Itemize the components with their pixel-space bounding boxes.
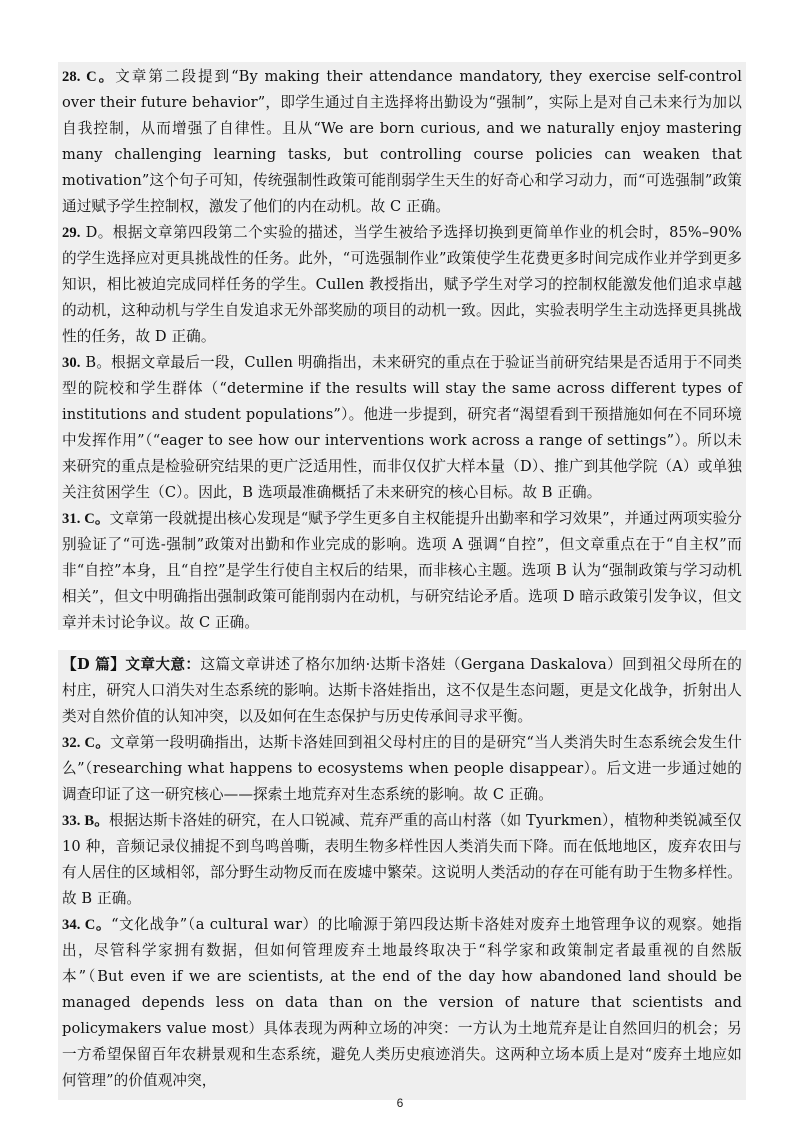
page-number: 6 bbox=[396, 1096, 404, 1110]
answer-text: 文章第一段明确指出，达斯卡洛娃回到祖父母村庄的目的是研究“当人类消失时生态系统会发生什么”（researching what happens to ecosystems when people disappear）。后文进一步通过她的调查印证了这一研究核心——探索土地荒弃对生态系统的影响。故 C 正确。 bbox=[62, 734, 743, 803]
answer-33 bbox=[62, 808, 742, 912]
answer-31 bbox=[62, 506, 742, 636]
section-d-tag: 【D 篇】文章大意： bbox=[62, 656, 201, 673]
answer-text: D。根据文章第四段第二个实验的描述，当学生被给予选择切换到更简单作业的机会时，85%–90%的学生选择应对更具挑战性的任务。此外，“可选强制作业”政策使学生花费更多时间完成作业并学到更多知识，相比被迫完成同样任务的学生。Cullen 教授指出，赋予学生对学习的控制权能激发他们追求卓越的动机，这种动机与学生自发追求无外部奖励的项目的动机一致。因此，实验表明学生主动选择更具挑战性的任务，故 D 正确。 bbox=[62, 224, 742, 345]
answer-number: 28. C。 bbox=[62, 69, 116, 85]
answer-34 bbox=[62, 912, 742, 1094]
answer-text: 文章第二段提到“By making their attendance mandatory, they exercise self-control over their future behavior”，即学生通过自主选择将出勤设为“强制”，实际上是对自己未来行为加以自我控制，从而增强了自律性。且从“We are born curious, and we naturally enjoy mastering many challenging learning tasks, but controlling course policies can weaken that motivation”这个句子可知，传统强制性政策可能削弱学生天生的好奇心和学习动力，而“可选强制”政策通过赋予学生控制权，激发了他们的内在动机。故 C 正确。 bbox=[62, 68, 742, 215]
section-c-answers bbox=[62, 64, 742, 636]
answer-text: 根据达斯卡洛娃的研究，在人口锐减、荒弃严重的高山村落（如 Tyurkmen），植物种类锐减至仅 10 种，音频记录仪捕捉不到鸟鸣兽嘶，表明生物多样性因人类消失而下降。而在低地地区，废弃农田与有人居住的区域相邻，部分野生动物反而在废墟中繁荣。这说明人类活动的存在可能有助于生物多样性。故 B 正确。 bbox=[62, 812, 742, 907]
section-d-summary bbox=[62, 652, 742, 730]
answer-number: 34. C。 bbox=[62, 917, 112, 933]
answer-29 bbox=[62, 220, 742, 350]
answer-number: 31. C。 bbox=[62, 511, 110, 527]
answer-30 bbox=[62, 350, 742, 506]
answer-number: 33. B。 bbox=[62, 813, 109, 829]
section-d-answers bbox=[62, 652, 742, 1094]
answer-32 bbox=[62, 730, 742, 808]
answer-28 bbox=[62, 64, 742, 220]
answer-number: 29. bbox=[62, 225, 81, 241]
answer-text: 文章第一段就提出核心发现是“赋予学生更多自主权能提升出勤率和学习效果”，并通过两项实验分别验证了“可选-强制”政策对出勤和作业完成的影响。选项 A 强调“自控”，但文章重点在于“自主权”而非“自控”本身，且“自控”是学生行使自主权后的结果，而非核心主题。选项 B 认为“强制政策与学习动机相关”，但文中明确指出强制政策可能削弱内在动机，与研究结论矛盾。选项 D 暗示政策引发争议，但文章并未讨论争议。故 C 正确。 bbox=[62, 510, 743, 631]
answer-text: “文化战争”（a cultural war）的比喻源于第四段达斯卡洛娃对废弃土地管理争议的观察。她指出，尽管科学家拥有数据，但如何管理废弃土地最终取决于“科学家和政策制定者最重视的自然版本”（But even if we are scientists, at the end of the day how abandoned land should be managed depends less on data than on the version of nature that scientists and policymakers value most）具体表现为两种立场的冲突：一方认为土地荒弃是让自然回归的机会；另一方希望保留百年农耕景观和生态系统，避免人类历史痕迹消失。这两种立场本质上是对“废弃土地应如何管理”的价值观冲突， bbox=[62, 916, 743, 1089]
answer-number: 32. C。 bbox=[62, 735, 111, 751]
section-d-summary-text: 这篇文章讲述了格尔加纳·达斯卡洛娃（Gergana Daskalova）回到祖父母所在的村庄，研究人口消失对生态系统的影响。达斯卡洛娃指出，这不仅是生态问题，更是文化战争，折射出人类对自然价值的认知冲突，以及如何在生态保护与历史传承间寻求平衡。 bbox=[62, 656, 742, 725]
answer-number: 30. bbox=[62, 355, 81, 371]
answer-text: B。根据文章最后一段，Cullen 明确指出，未来研究的重点在于验证当前研究结果是否适用于不同类型的院校和学生群体（“determine if the results will stay the same across different types of institutions and student populations”）。他进一步提到，研究者“渴望看到干预措施如何在不同环境中发挥作用”（“eager to see how our interventions work across a range of settings”）。所以未来研究的重点是检验研究结果的更广泛适用性，而非仅仅扩大样本量（D）、推广到其他学院（A）或单独关注贫困学生（C）。因此，B 选项最准确概括了未来研究的核心目标。故 B 正确。 bbox=[62, 354, 742, 501]
